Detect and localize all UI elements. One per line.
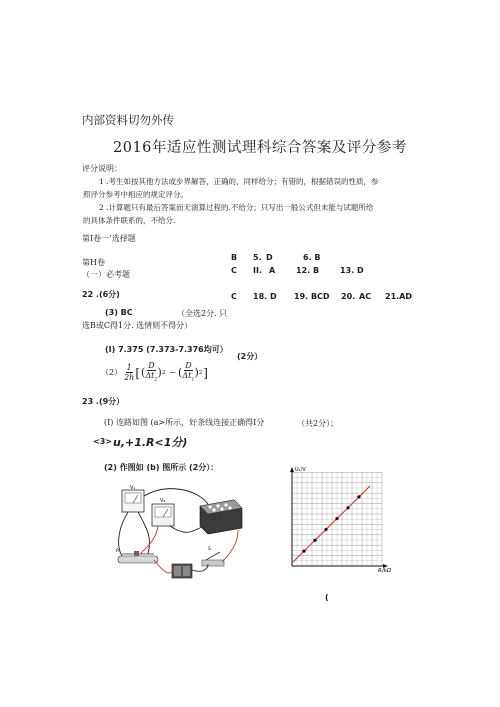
formula-ratio-1 xyxy=(182,361,194,385)
q22-part3: (3) BC xyxy=(105,308,133,317)
answer-11-num: II. xyxy=(253,266,262,275)
paren-open-1: ( xyxy=(141,366,146,380)
circuit-diagram-figure xyxy=(108,478,248,588)
answer-11: A xyxy=(269,266,276,275)
graph-y-label: U₁/V xyxy=(295,467,306,473)
square-2: 2 xyxy=(198,369,203,376)
q23-part3-formula: u,+1.R<1分) xyxy=(113,436,188,449)
q22-formula xyxy=(101,361,208,385)
graph-data-point xyxy=(313,539,316,542)
svg-text:S: S xyxy=(208,547,211,552)
scoring-note-1-cont: 照评分参考中相应的规定评分。 xyxy=(83,190,188,199)
graph-data-point xyxy=(335,517,338,520)
answer-21: 21.AD xyxy=(385,292,413,301)
scoring-heading: 评分说明： xyxy=(82,164,122,173)
rheostat-icon xyxy=(116,548,158,563)
frac-num-d1: D xyxy=(185,361,192,370)
part1-label: 第Ⅰ卷一’选择题 xyxy=(82,234,136,243)
formula-coefficient xyxy=(124,363,134,382)
answer-5: D xyxy=(266,253,273,262)
formula-ratio-2 xyxy=(145,361,157,385)
paren-close-2: ) xyxy=(194,366,199,380)
battery-icon xyxy=(172,564,192,578)
graph-data-point xyxy=(324,528,327,531)
answer-20-num: 20. xyxy=(341,292,356,301)
frac-den-t1: $\Delta t_1$ xyxy=(182,371,195,383)
formula-index: （2） xyxy=(101,368,123,378)
q23-part3: <3> xyxy=(93,437,112,446)
u-r-graph xyxy=(282,462,397,578)
answer-19: 19. BCD xyxy=(294,292,330,301)
answer-c: C xyxy=(231,266,237,275)
q22-part3-note: （全选2分. 只 xyxy=(177,309,228,318)
bracket-open: [ xyxy=(135,365,141,380)
scoring-note-1: 1 .考生如按其他方法或步界解答，正确的，同样给分；有错的，根据错误的性质，参 xyxy=(99,177,379,186)
header-label: 内部资料切勿外传 xyxy=(82,113,174,127)
q22-heading: 22 .(6分) xyxy=(82,290,120,299)
scoring-note-2: 2 .计算题只有最后答案而无演算过程的.不给分；只写出一般公式但未能与试题所给 xyxy=(99,203,374,212)
q22-score: (2分） xyxy=(237,352,263,361)
paren-open-2: ( xyxy=(178,366,183,380)
svg-text:V₁: V₁ xyxy=(130,485,136,491)
svg-text:V₂: V₂ xyxy=(160,498,166,504)
page-title: 2016年适应性测试理科综合答案及评分参考 xyxy=(113,140,407,156)
q23-part1-note: （共2分）； xyxy=(297,419,339,428)
answer-20: AC xyxy=(359,292,372,301)
answer-6: 6. B xyxy=(303,253,321,262)
scoring-note-2-cont: 的具体条件联系的，不给分. xyxy=(83,216,176,225)
graph-x-label: R/kΩ xyxy=(378,568,392,574)
q23-part2: (2) 作图如 (b) 图所示 (2分）： xyxy=(104,463,219,472)
switch-icon xyxy=(202,546,224,566)
minus-sign: − xyxy=(169,368,177,378)
graph-data-point xyxy=(346,506,349,509)
footer-mark: ( xyxy=(325,593,329,602)
q23-heading: 23 .(9分） xyxy=(82,397,125,406)
y-axis-arrow-icon xyxy=(290,467,294,472)
graph-data-point xyxy=(357,495,360,498)
square-1: 2 xyxy=(161,369,166,376)
answer-5-num: 5. xyxy=(253,253,262,262)
voltmeter-v1-icon xyxy=(122,485,144,512)
voltmeter-v2-icon xyxy=(152,498,174,526)
q22-part3-note2: 选B或C得1分. 选情则不得分） xyxy=(82,321,193,330)
svg-text:R: R xyxy=(116,549,120,554)
answer-12: 12. B xyxy=(296,266,320,275)
frac-num-d2: D xyxy=(148,361,155,370)
part2-label: 第H卷 xyxy=(82,258,105,267)
frac-num-1: 1 xyxy=(126,363,132,373)
graph-data-point xyxy=(302,550,305,553)
q22-part1: (I) 7.375 (7.373-7.376均可） xyxy=(105,345,228,354)
answer-b: B xyxy=(231,253,238,262)
resistance-box-icon xyxy=(200,500,242,534)
answer-18: 18. D xyxy=(253,292,277,301)
answer-13: 13. D xyxy=(340,266,364,275)
answer-c2: C xyxy=(231,292,237,301)
paren-close-1: ) xyxy=(157,366,162,380)
part2-sub: （一）必考题 xyxy=(82,270,130,279)
q23-part1: (I) 连路如图 (a>所示，好条线连接正确得I分 xyxy=(104,418,265,427)
bracket-close: ] xyxy=(203,365,208,380)
frac-den-2h: 2h xyxy=(124,373,135,383)
frac-den-t2: $\Delta t_2$ xyxy=(145,371,158,383)
